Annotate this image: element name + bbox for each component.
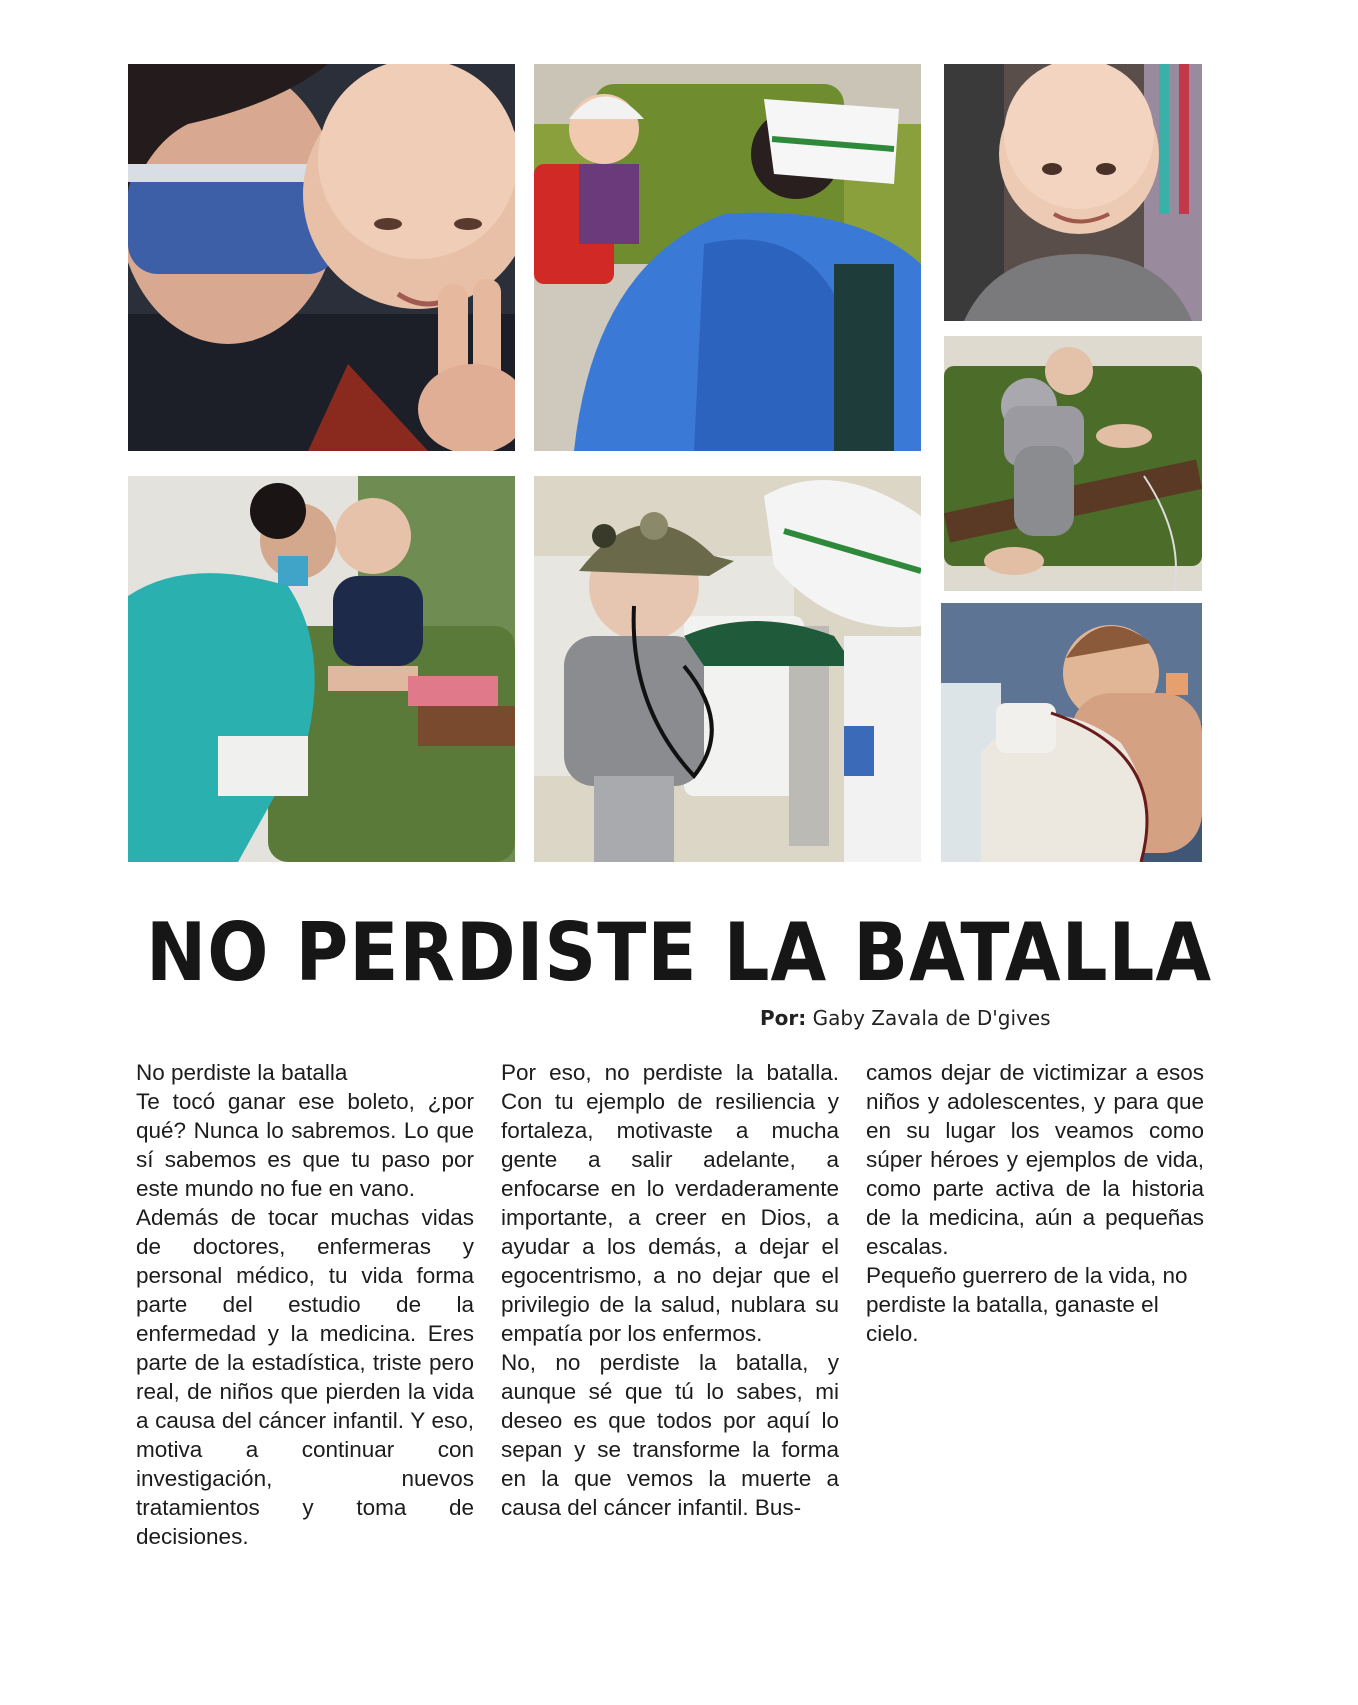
photo-smiling-boy (944, 64, 1202, 321)
photo-nurse-treating-child (534, 64, 921, 451)
article-column-2 (501, 1058, 839, 1522)
paragraph: No, no perdiste la batalla, y aunque sé que tú lo sabes, mi deseo es que todos por aquí lo sepan y se transforme la forma en la que vemos la muerte a causa del cáncer infantil. Bus- (501, 1350, 839, 1520)
paragraph: Te tocó ganar ese boleto, ¿por qué? Nunca lo sabremos. Lo que sí sabemos es que tu paso por este mundo no fue en vano. (136, 1089, 474, 1201)
paragraph: Además de tocar muchas vidas de doctores, enfermeras y personal médico, tu vida forma parte del estudio de la enfermedad y la medicina. Eres parte de la estadística, triste pero real, de niños que pierden la vida a causa del cáncer infantil. Y eso, motiva a continuar con investigación, nuevos tratamientos y toma de decisiones. (136, 1205, 474, 1549)
article-title: NO PERDISTE LA BATALLA (145, 904, 1213, 1000)
photo-boy-in-green-chair (944, 336, 1202, 591)
byline-author: Gaby Zavala de D'gives (812, 1006, 1051, 1030)
byline-prefix: Por: (760, 1006, 807, 1030)
paragraph: Por eso, no perdiste la batalla. Con tu ejemplo de resiliencia y fortaleza, motivaste a mucha gente a salir adelante, a enfocarse en lo verdaderamente importante, a creer en Dios, a ayudar a los demás, a dejar el egocentrismo, a no dejar que el privilegio de la salud, nublara su empatía por los enfermos. (501, 1060, 839, 1346)
photo-nurse-with-child-in-chair (128, 476, 515, 862)
byline (760, 1006, 1060, 1030)
paragraph: No perdiste la batalla (136, 1060, 348, 1085)
photo-mother-and-child-selfie (128, 64, 515, 451)
photo-boy-with-stethoscope (534, 476, 921, 862)
photo-boy-sleeping (941, 603, 1202, 862)
article-column-3 (866, 1058, 1204, 1348)
paragraph: Pequeño guerrero de la vida, no perdiste la batalla, ganaste el cielo. (866, 1263, 1188, 1346)
article-column-1 (136, 1058, 474, 1551)
paragraph: camos dejar de victimizar a esos niños y adolescentes, y para que en su lugar los veamos como súper héroes y ejemplos de vida, como parte activa de la historia de la medicina, aún a pequeñas escalas. (866, 1060, 1204, 1259)
